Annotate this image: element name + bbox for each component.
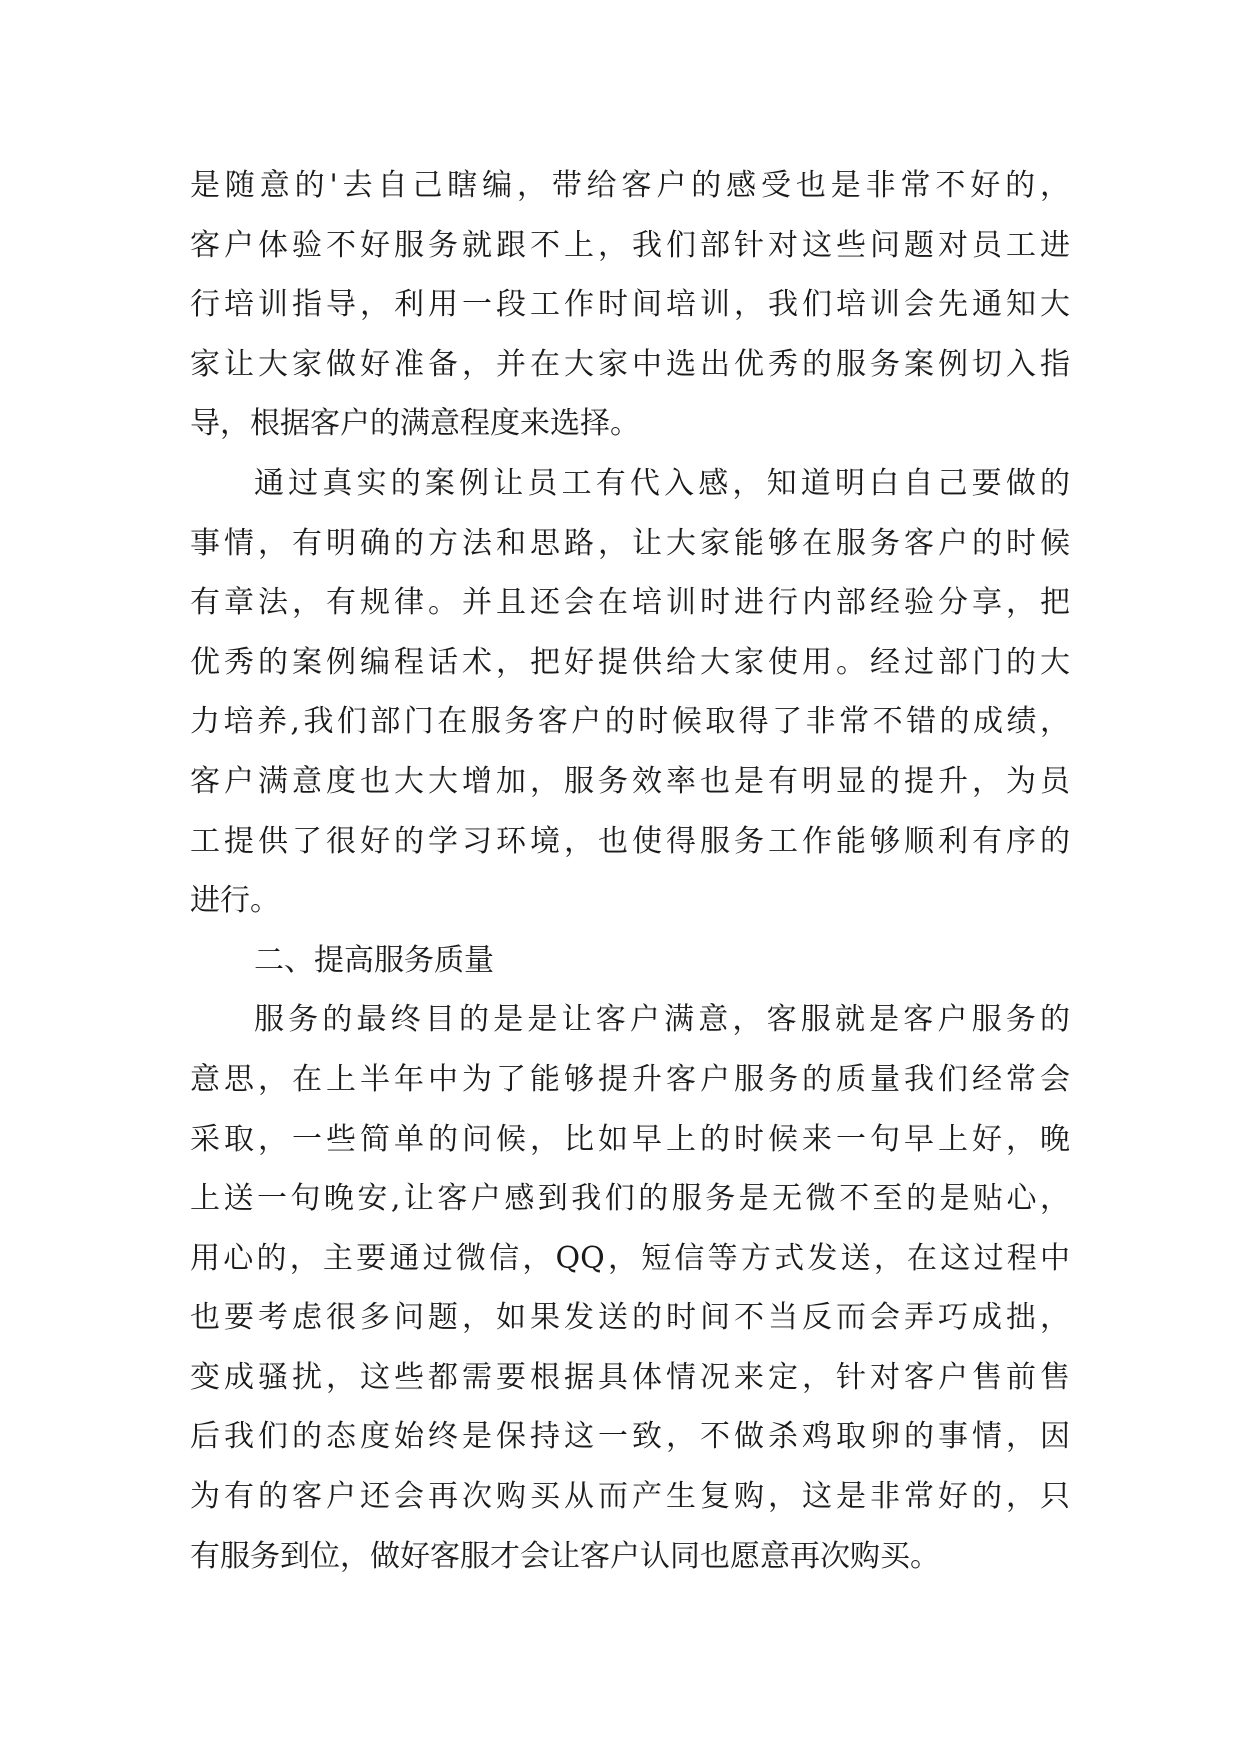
text-line: 力培养,我们部门在服务客户的时候取得了非常不错的成绩， [190, 704, 1070, 740]
text-line: 通过真实的案例让员工有代入感，知道明白自己要做的 [254, 465, 1070, 501]
document-body [190, 156, 1070, 1586]
text-line: 事情，有明确的方法和思路，让大家能够在服务客户的时候 [190, 525, 1070, 561]
text-line: 服务的最终目的是是让客户满意，客服就是客户服务的 [254, 1002, 1070, 1038]
text-line: 工提供了很好的学习环境，也使得服务工作能够顺利有序的 [190, 823, 1070, 859]
text-line: 行培训指导，利用一段工作时间培训，我们培训会先通知大 [190, 287, 1070, 323]
paragraph-1 [190, 156, 1070, 454]
text-line: 家让大家做好准备，并在大家中选出优秀的服务案例切入指 [190, 346, 1070, 382]
text-line: 为有的客户还会再次购买从而产生复购，这是非常好的，只 [190, 1479, 1070, 1515]
paragraph-3 [190, 990, 1070, 1586]
text-line: 进行。 [190, 883, 280, 919]
text-line: 后我们的态度始终是保持这一致，不做杀鸡取卵的事情，因 [190, 1419, 1070, 1455]
paragraph-2 [190, 454, 1070, 931]
section-heading [190, 931, 1070, 991]
text-line: 导，根据客户的满意程度来选择。 [190, 406, 640, 442]
text-line: 意思，在上半年中为了能够提升客户服务的质量我们经常会 [190, 1061, 1070, 1097]
text-line: 变成骚扰，这些都需要根据具体情况来定，针对客户售前售 [190, 1359, 1070, 1395]
text-line: 采取，一些简单的问候，比如早上的时候来一句早上好，晚 [190, 1121, 1070, 1157]
text-line: 是随意的'去自己瞎编，带给客户的感受也是非常不好的， [190, 168, 1070, 203]
text-line: 也要考虑很多问题，如果发送的时间不当反而会弄巧成拙， [190, 1300, 1070, 1336]
text-line: 上送一句晚安,让客户感到我们的服务是无微不至的是贴心， [190, 1181, 1070, 1217]
text-line: 客户体验不好服务就跟不上，我们部针对这些问题对员工进 [190, 227, 1070, 263]
text-line: 用心的，主要通过微信，QQ，短信等方式发送，在这过程中 [190, 1240, 1070, 1276]
text-line: 客户满意度也大大增加，服务效率也是有明显的提升，为员 [190, 763, 1070, 799]
text-line: 优秀的案例编程话术，把好提供给大家使用。经过部门的大 [190, 644, 1070, 680]
text-line: 有章法，有规律。并且还会在培训时进行内部经验分享，把 [190, 585, 1070, 621]
section-heading-text: 二、提高服务质量 [254, 942, 494, 978]
text-line: 有服务到位，做好客服才会让客户认同也愿意再次购买。 [190, 1538, 940, 1574]
